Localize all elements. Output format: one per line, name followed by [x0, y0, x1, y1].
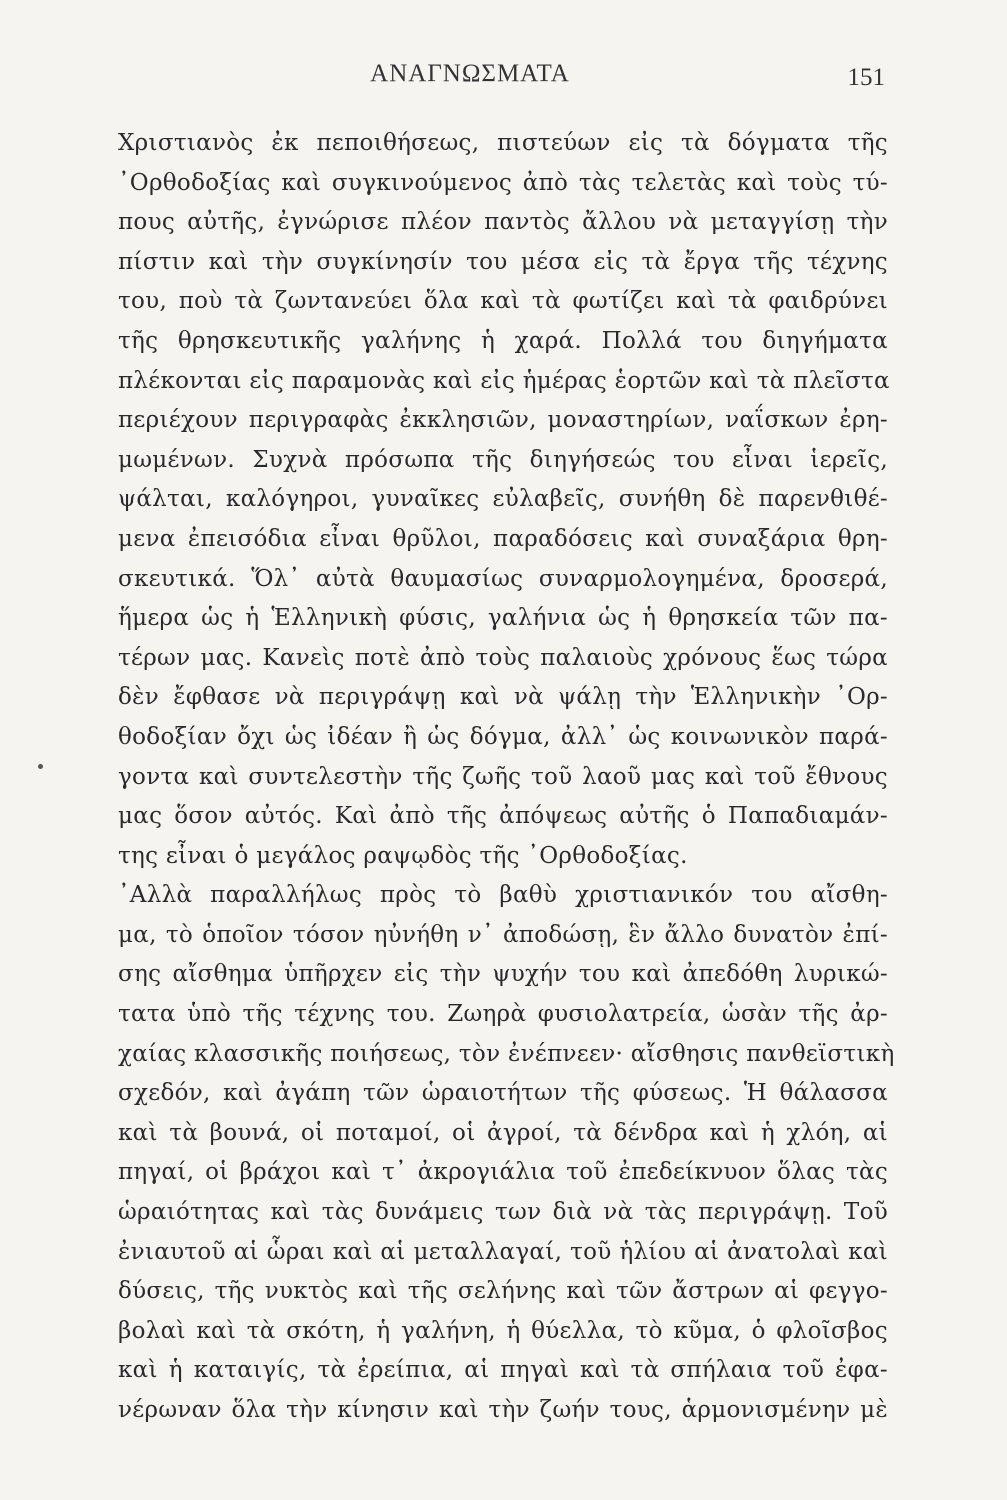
text-line: τατα ὑπὸ τῆς τέχνης του. Ζωηρὰ φυσιολατρεία, ὡσὰν τῆς ἀρ- — [118, 1001, 888, 1028]
text-line: χαίας κλασσικῆς ποιήσεως, τὸν ἐνέπνεεν· αἴσθησις πανθεϊστικὴ — [118, 1040, 895, 1067]
body-text — [118, 124, 895, 1431]
text-line: μας ὅσον αὐτός. Καὶ ἀπὸ τῆς ἀπόψεως αὐτῆς ὁ Παπαδιαμάν- — [118, 803, 888, 830]
text-line: ἐνιαυτοῦ αἱ ὧραι καὶ αἱ μεταλλαγαί, τοῦ ἡλίου αἱ ἀνατολαὶ καὶ — [118, 1238, 888, 1265]
margin-dot — [38, 764, 43, 769]
text-line: καὶ τὰ βουνά, οἱ ποταμοί, οἱ ἀγροί, τὰ δένδρα καὶ ἡ χλόη, αἱ — [118, 1119, 888, 1146]
text-line: του, ποὺ τὰ ζωντανεύει ὅλα καὶ τὰ φωτίζει καὶ τὰ φαιδρύνει — [118, 288, 888, 315]
text-line: ὡραιότητας καὶ τὰς δυνάμεις των διὰ νὰ τὰς περιγράψῃ. Τοῦ — [118, 1199, 888, 1226]
text-line: σκευτικά. Ὅλ᾿ αὐτὰ θαυμασίως συναρμολογημένα, δροσερά, — [118, 565, 888, 592]
text-line: πηγαί, οἱ βράχοι καὶ τ᾿ ἀκρογιάλια τοῦ ἐπεδείκνυον ὅλας τὰς — [118, 1159, 888, 1186]
text-line: ᾿Ορθοδοξίας καὶ συγκινούμενος ἀπὸ τὰς τελετὰς καὶ τοὺς τύ- — [118, 169, 888, 196]
text-line: ᾿Αλλὰ παραλλήλως πρὸς τὸ βαθὺ χριστιανικόν του αἴσθη- — [118, 882, 888, 909]
text-line: πους αὐτῆς, ἐγνώρισε πλέον παντὸς ἄλλου νὰ μεταγγίσῃ τὴν — [118, 209, 888, 236]
text-line: μα, τὸ ὁποῖον τόσον ηὐνήθη ν᾿ ἀποδώσῃ, ἓν ἄλλο δυνατὸν ἐπί- — [118, 921, 888, 948]
text-line: μωμένων. Συχνὰ πρόσωπα τῆς διηγήσεώς του εἶναι ἱερεῖς, — [118, 446, 888, 473]
text-line: δύσεις, τῆς νυκτὸς καὶ τῆς σελήνης καὶ τῶν ἄστρων αἱ φεγγο- — [118, 1278, 888, 1305]
text-line: σης αἴσθημα ὑπῆρχεν εἰς τὴν ψυχήν του καὶ ἀπεδόθη λυρικώ- — [118, 961, 888, 988]
text-line: τῆς θρησκευτικῆς γαλήνης ἡ χαρά. Πολλά του διηγήματα — [118, 327, 888, 354]
text-line: τέρων μας. Κανεὶς ποτὲ ἀπὸ τοὺς παλαιοὺς χρόνους ἕως τώρα — [118, 644, 888, 671]
running-title: ΑΝΑΓΝΩΣΜΑΤΑ — [370, 60, 570, 87]
text-line: βολαὶ καὶ τὰ σκότη, ἡ γαλήνη, ἡ θύελλα, τὸ κῦμα, ὁ φλοῖσβος — [118, 1317, 888, 1344]
running-head — [0, 56, 1007, 96]
text-line: καὶ ἡ καταιγίς, τὰ ἐρείπια, αἱ πηγαὶ καὶ τὰ σπήλαια τοῦ ἐφα- — [118, 1357, 888, 1384]
text-line: σχεδόν, καὶ ἀγάπη τῶν ὡραιοτήτων τῆς φύσεως. Ἡ θάλασσα — [118, 1080, 888, 1107]
text-line: της εἶναι ὁ μεγάλος ραψῳδὸς τῆς ᾿Ορθοδοξίας. — [118, 842, 688, 869]
page-number: 151 — [847, 64, 885, 91]
text-line: δὲν ἔφθασε νὰ περιγράψῃ καὶ νὰ ψάλῃ τὴν Ἑλληνικὴν ᾿Ορ- — [118, 684, 888, 711]
text-line: ἥμερα ὡς ἡ Ἑλληνικὴ φύσις, γαλήνια ὡς ἡ θρησκεία τῶν πα- — [118, 605, 888, 632]
text-line: μενα ἐπεισόδια εἶναι θρῦλοι, παραδόσεις καὶ συναξάρια θρη- — [118, 525, 888, 552]
text-line: ψάλται, καλόγηροι, γυναῖκες εὐλαβεῖς, συνήθη δὲ παρενθιθέ- — [118, 486, 888, 513]
text-line: πίστιν καὶ τὴν συγκίνησίν του μέσα εἰς τὰ ἔργα τῆς τέχνης — [118, 248, 888, 275]
text-line: θοδοξίαν ὄχι ὡς ἰδέαν ἢ ὡς δόγμα, ἀλλ᾿ ὡς κοινωνικὸν παρά- — [118, 723, 888, 750]
text-line: γοντα καὶ συντελεστὴν τῆς ζωῆς τοῦ λαοῦ μας καὶ τοῦ ἔθνους — [118, 763, 888, 790]
text-line: νέρωναν ὅλα τὴν κίνησιν καὶ τὴν ζωήν τους, ἁρμονισμένην μὲ — [118, 1397, 888, 1423]
text-line: περιέχουν περιγραφὰς ἐκκλησιῶν, μοναστηρίων, ναΐσκων ἐρη- — [118, 407, 888, 434]
text-line: Χριστιανὸς ἐκ πεποιθήσεως, πιστεύων εἰς τὰ δόγματα τῆς — [118, 130, 888, 156]
text-line: πλέκονται εἰς παραμονὰς καὶ εἰς ἡμέρας ἑορτῶν καὶ τὰ πλεῖστα — [118, 367, 890, 394]
